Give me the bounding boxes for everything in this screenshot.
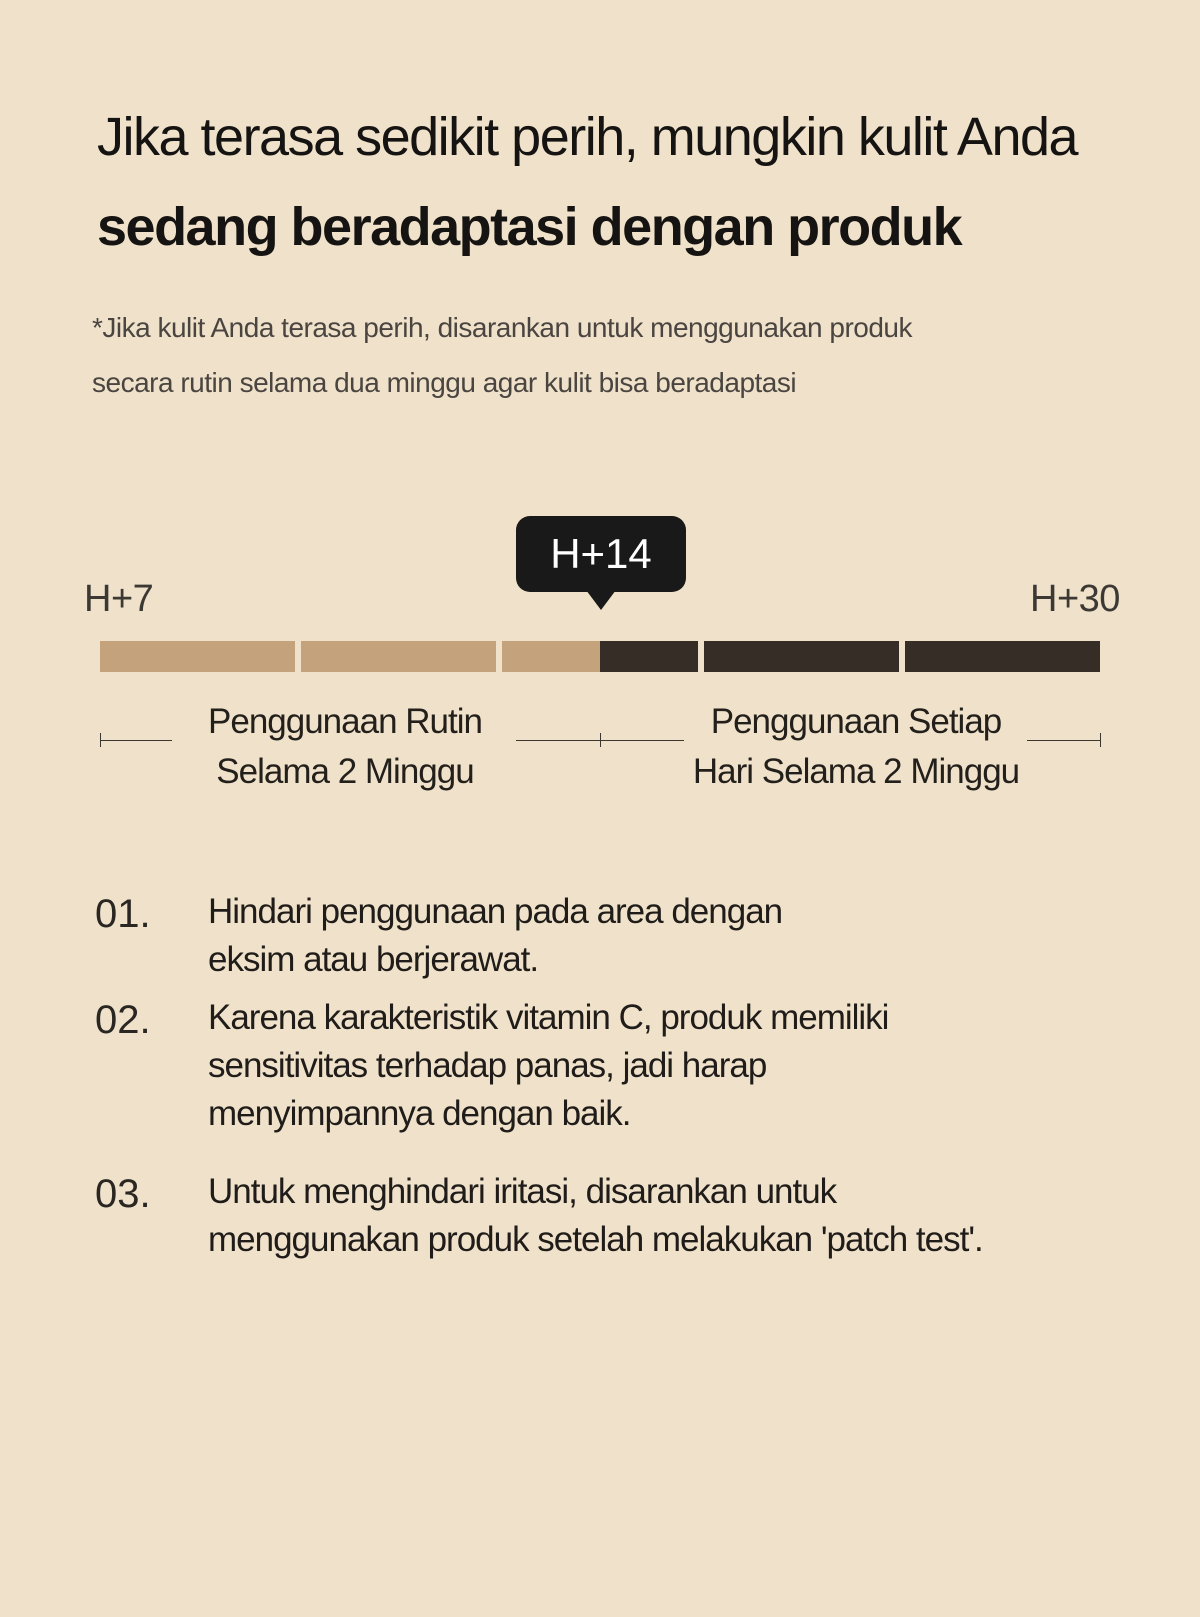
timeline-segment-4	[704, 641, 899, 672]
item-text-line: Karena karakteristik vitamin C, produk memiliki	[208, 998, 889, 1037]
page-title	[97, 92, 1187, 272]
bracket-line	[100, 740, 172, 741]
timeline-end-label: H+30	[1030, 578, 1120, 620]
timeline-segment-3b	[600, 641, 698, 672]
adaptation-note	[92, 300, 992, 410]
title-line-2: sedang beradaptasi dengan produk	[97, 197, 962, 257]
item-text	[208, 994, 1168, 1138]
item-text-line: eksim atau berjerawat.	[208, 940, 539, 979]
item-number: 03.	[95, 1172, 151, 1216]
timeline-start-label: H+7	[84, 578, 154, 620]
current-day-bubble: H+14	[516, 516, 686, 592]
phase-routine-line-1: Penggunaan Rutin	[208, 702, 482, 741]
phase-daily-line-1: Penggunaan Setiap	[710, 702, 1002, 741]
note-line-2: secara rutin selama dua minggu agar kulit bisa beradaptasi	[92, 367, 797, 398]
timeline-segment-2	[301, 641, 496, 672]
item-text-line: Hindari penggunaan pada area dengan	[208, 892, 783, 931]
timeline-segment-3a	[502, 641, 600, 672]
item-text-line: menggunakan produk setelah melakukan 'patch test'.	[208, 1220, 983, 1259]
note-line-1: *Jika kulit Anda terasa perih, disarankan untuk menggunakan produk	[92, 312, 912, 343]
title-line-1: Jika terasa sedikit perih, mungkin kulit Anda	[97, 107, 1078, 167]
item-number: 02.	[95, 998, 151, 1042]
timeline-segment-1	[100, 641, 295, 672]
bracket-line	[1027, 740, 1100, 741]
phase-routine-line-2: Selama 2 Minggu	[216, 752, 474, 791]
timeline-segment-5	[905, 641, 1100, 672]
phase-daily-line-2: Hari Selama 2 Minggu	[692, 752, 1020, 791]
item-text-line: Untuk menghindari iritasi, disarankan untuk	[208, 1172, 837, 1211]
bracket-tick-middle	[600, 733, 601, 747]
item-text-line: sensitivitas terhadap panas, jadi harap	[208, 1046, 767, 1085]
phase-routine-label	[180, 697, 510, 797]
bracket-tick-end	[1100, 733, 1101, 747]
phase-daily-label	[686, 697, 1026, 797]
item-text	[208, 888, 1168, 984]
item-text-line: menyimpannya dengan baik.	[208, 1094, 631, 1133]
item-number: 01.	[95, 892, 151, 936]
item-text	[208, 1168, 1168, 1264]
